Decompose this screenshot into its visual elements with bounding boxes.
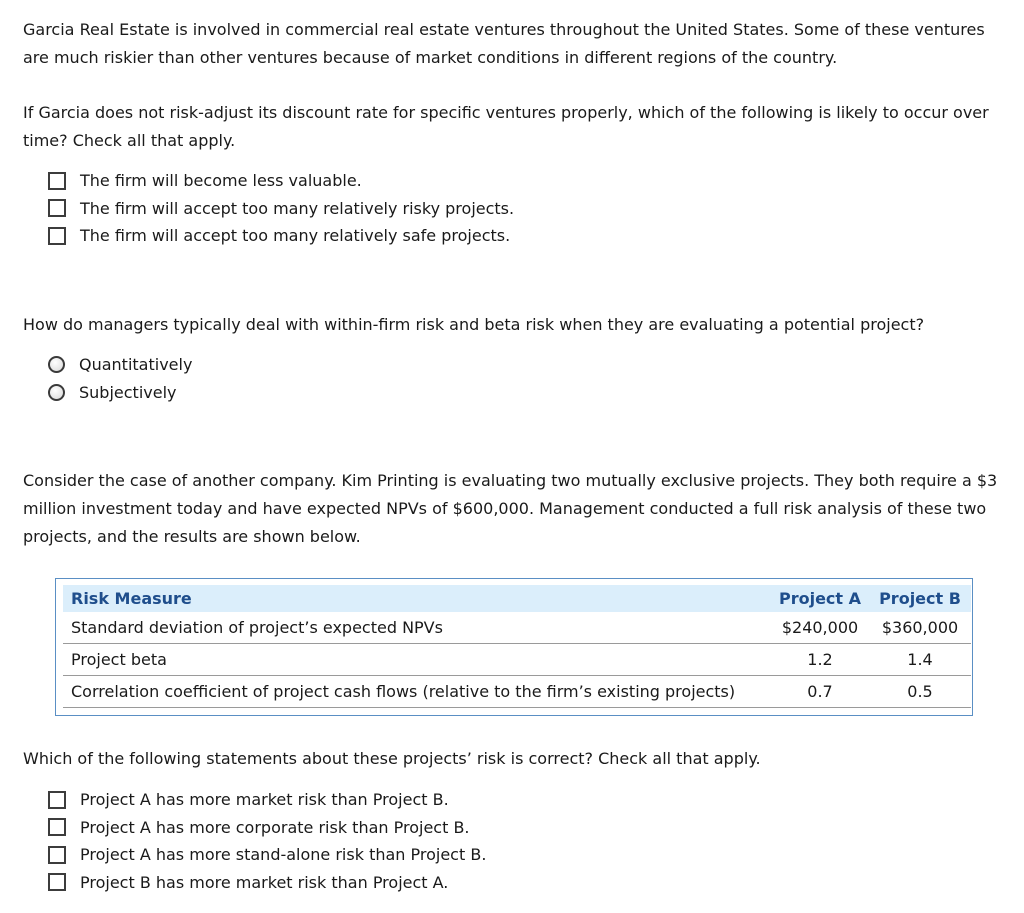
checkbox[interactable] <box>48 227 66 245</box>
q1-option[interactable] <box>48 222 514 250</box>
header-project-a: Project A <box>778 589 862 608</box>
question-2-prompt: How do managers typically deal with within-firm risk and beta risk when they are evaluating a potential project? <box>23 315 925 334</box>
radio-button[interactable] <box>48 356 65 373</box>
q1-option-label: The firm will accept too many relatively risky projects. <box>80 198 515 218</box>
risk-measure-cell: Project beta <box>63 644 771 676</box>
question-1-options <box>48 167 514 250</box>
project-b-cell: $360,000 <box>869 612 971 644</box>
q1-option-label: The firm will become less valuable. <box>80 171 362 191</box>
q3-option-label: Project A has more stand-alone risk than Project B. <box>80 845 487 865</box>
project-b-cell: 1.4 <box>869 644 971 676</box>
q3-option[interactable] <box>48 841 486 869</box>
q2-option[interactable] <box>48 351 192 379</box>
project-a-cell: 1.2 <box>771 644 869 676</box>
q1-option[interactable] <box>48 167 514 195</box>
question-3-prompt: Which of the following statements about these projects’ risk is correct? Check all that apply. <box>23 749 761 768</box>
table-row <box>63 644 971 676</box>
checkbox[interactable] <box>48 846 66 864</box>
header-risk-measure: Risk Measure <box>71 589 192 608</box>
checkbox[interactable] <box>48 172 66 190</box>
risk-table <box>63 585 971 708</box>
q1-option[interactable] <box>48 195 514 223</box>
question-1-prompt: If Garcia does not risk-adjust its discount rate for specific ventures properly, which of the following is likely to occur over time? Check all that apply. <box>23 103 989 150</box>
header-project-b: Project B <box>879 589 961 608</box>
q1-option-label: The firm will accept too many relatively safe projects. <box>80 226 511 246</box>
question-2-options <box>48 351 192 406</box>
q3-option-label: Project B has more market risk than Project A. <box>80 872 449 892</box>
q2-option-label: Subjectively <box>79 382 177 402</box>
q3-option[interactable] <box>48 869 486 897</box>
checkbox[interactable] <box>48 791 66 809</box>
checkbox[interactable] <box>48 818 66 836</box>
question-3-options <box>48 786 486 896</box>
checkbox[interactable] <box>48 873 66 891</box>
case-paragraph: Consider the case of another company. Kim Printing is evaluating two mutually exclusive projects. They both require a $3 million investment today and have expected NPVs of $600,000. Management conducted a full risk analysis of these two projects, and the results are shown below. <box>23 471 998 546</box>
q3-option-label: Project A has more corporate risk than Project B. <box>80 817 470 837</box>
project-a-cell: $240,000 <box>771 612 869 644</box>
risk-measure-cell: Correlation coefficient of project cash flows (relative to the firm’s existing projects) <box>63 676 771 708</box>
project-a-cell: 0.7 <box>771 676 869 708</box>
risk-measure-cell: Standard deviation of project’s expected NPVs <box>63 612 771 644</box>
q2-option-label: Quantitatively <box>79 355 193 375</box>
table-header-row <box>63 585 971 612</box>
q2-option[interactable] <box>48 379 192 407</box>
q3-option-label: Project A has more market risk than Project B. <box>80 790 449 810</box>
q3-option[interactable] <box>48 814 486 842</box>
risk-table-container <box>55 578 973 716</box>
intro-paragraph: Garcia Real Estate is involved in commercial real estate ventures throughout the United States. Some of these ventures are much riskier than other ventures because of market conditions in different regions of the country. <box>23 20 985 67</box>
table-row <box>63 612 971 644</box>
radio-button[interactable] <box>48 384 65 401</box>
checkbox[interactable] <box>48 199 66 217</box>
q3-option[interactable] <box>48 786 486 814</box>
project-b-cell: 0.5 <box>869 676 971 708</box>
table-row <box>63 676 971 708</box>
